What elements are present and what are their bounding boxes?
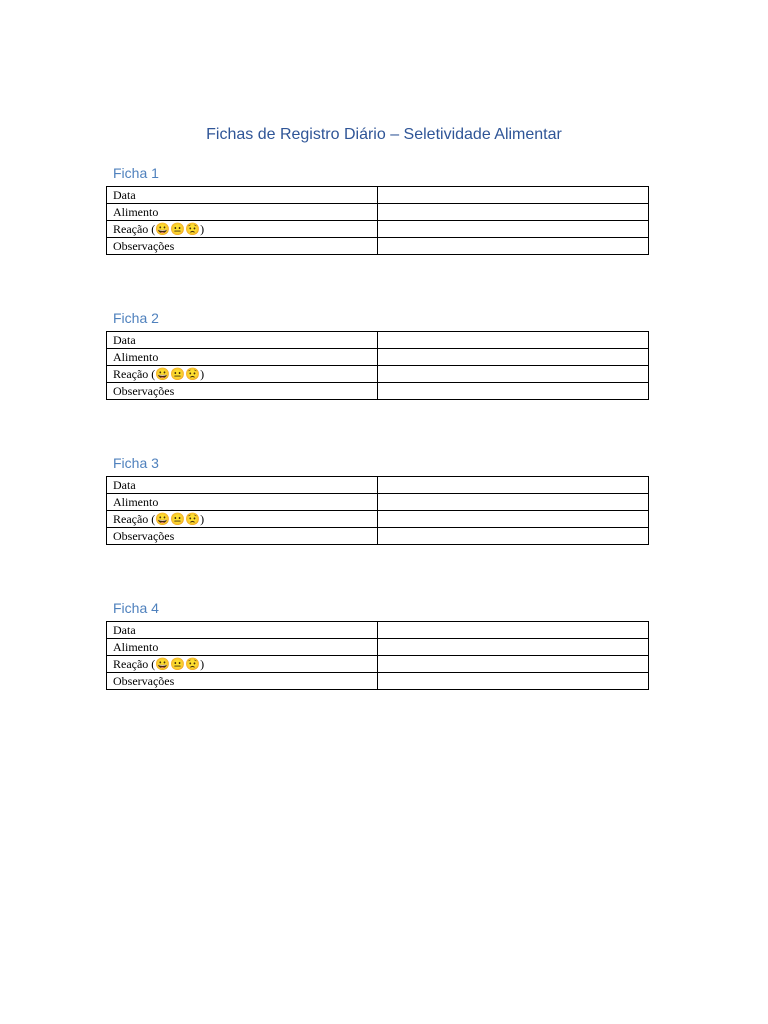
table-row [107, 349, 649, 366]
ficha-heading: Ficha 1 [113, 165, 159, 181]
row-label-observacoes: Observações [107, 673, 378, 690]
table-row [107, 673, 649, 690]
table-row [107, 528, 649, 545]
row-label-alimento: Alimento [107, 639, 378, 656]
table-row [107, 238, 649, 255]
row-value-observacoes[interactable] [378, 383, 649, 400]
ficha-table [106, 331, 649, 400]
table-row [107, 511, 649, 528]
row-value-observacoes[interactable] [378, 673, 649, 690]
table-row [107, 477, 649, 494]
row-label-alimento: Alimento [107, 204, 378, 221]
ficha-2 [106, 309, 649, 400]
ficha-1 [106, 164, 649, 255]
row-value-reacao[interactable] [378, 511, 649, 528]
table-row [107, 366, 649, 383]
row-label-data: Data [107, 622, 378, 639]
row-value-alimento[interactable] [378, 639, 649, 656]
ficha-heading: Ficha 2 [113, 310, 159, 326]
row-value-reacao[interactable] [378, 221, 649, 238]
row-value-alimento[interactable] [378, 204, 649, 221]
ficha-heading: Ficha 4 [113, 600, 159, 616]
row-label-reacao: Reação (😀😐😟) [107, 656, 378, 673]
table-row [107, 204, 649, 221]
table-row [107, 622, 649, 639]
table-row [107, 383, 649, 400]
table-row [107, 656, 649, 673]
table-row [107, 639, 649, 656]
row-label-data: Data [107, 477, 378, 494]
row-value-reacao[interactable] [378, 366, 649, 383]
ficha-4 [106, 599, 649, 690]
table-row [107, 332, 649, 349]
row-label-reacao: Reação (😀😐😟) [107, 511, 378, 528]
row-label-data: Data [107, 187, 378, 204]
row-value-data[interactable] [378, 622, 649, 639]
row-label-reacao: Reação (😀😐😟) [107, 221, 378, 238]
row-value-alimento[interactable] [378, 349, 649, 366]
row-value-data[interactable] [378, 332, 649, 349]
page-title: Fichas de Registro Diário – Seletividade Alimentar [206, 126, 562, 143]
row-label-alimento: Alimento [107, 349, 378, 366]
ficha-table [106, 476, 649, 545]
row-label-alimento: Alimento [107, 494, 378, 511]
ficha-heading: Ficha 3 [113, 455, 159, 471]
row-value-data[interactable] [378, 187, 649, 204]
ficha-3 [106, 454, 649, 545]
row-value-data[interactable] [378, 477, 649, 494]
row-value-observacoes[interactable] [378, 528, 649, 545]
ficha-table [106, 621, 649, 690]
row-value-reacao[interactable] [378, 656, 649, 673]
table-row [107, 187, 649, 204]
row-value-observacoes[interactable] [378, 238, 649, 255]
table-row [107, 494, 649, 511]
row-label-observacoes: Observações [107, 383, 378, 400]
table-row [107, 221, 649, 238]
row-label-observacoes: Observações [107, 238, 378, 255]
row-label-reacao: Reação (😀😐😟) [107, 366, 378, 383]
row-label-data: Data [107, 332, 378, 349]
ficha-table [106, 186, 649, 255]
row-label-observacoes: Observações [107, 528, 378, 545]
row-value-alimento[interactable] [378, 494, 649, 511]
